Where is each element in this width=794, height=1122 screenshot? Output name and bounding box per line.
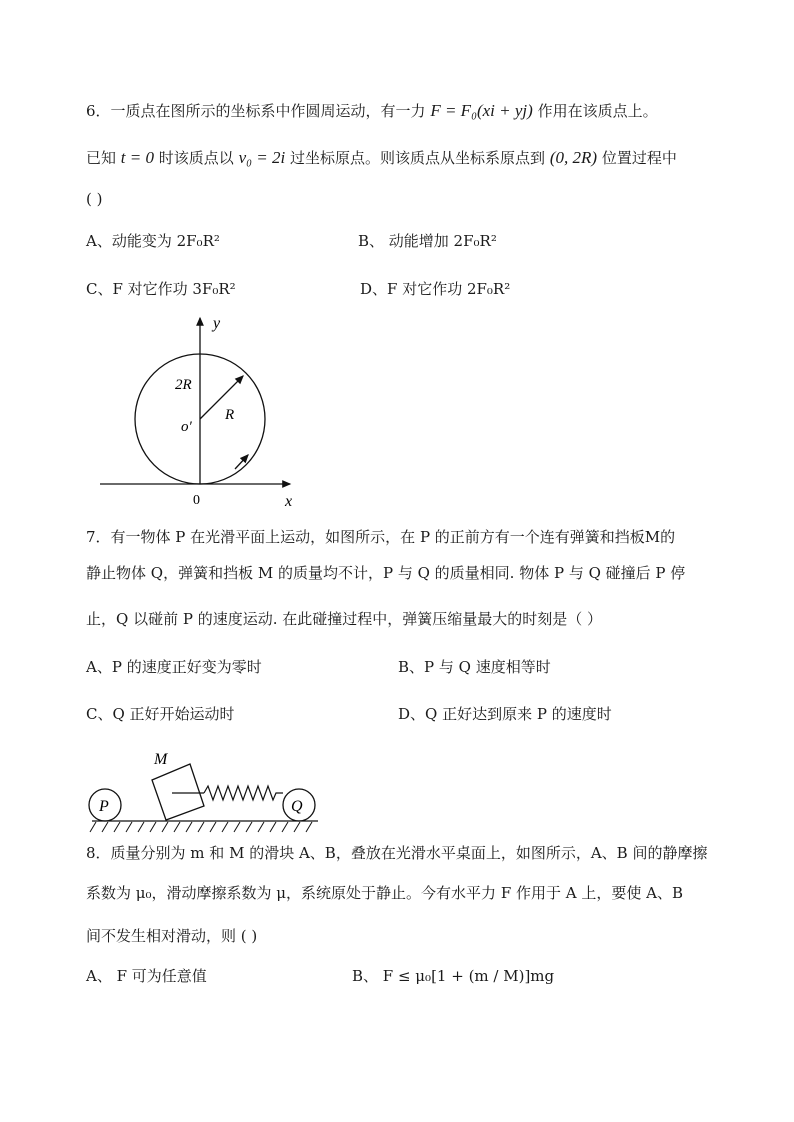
ball-p-label: P: [99, 798, 109, 815]
q7-line3: 止，Q 以碰前 P 的速度运动. 在此碰撞过程中，弹簧压缩量最大的时刻是（ ）: [86, 610, 603, 628]
ball-q-label: Q: [291, 798, 303, 815]
q6-force-formula: F = F₀(xi + yj): [430, 101, 533, 120]
spring: [204, 786, 283, 800]
q6-answer-blank: ( ): [86, 190, 103, 208]
q7-option-b: B、P 与 Q 速度相等时: [398, 658, 551, 676]
motion-direction-arrow: [235, 455, 248, 469]
q7-line2: 静止物体 Q，弹簧和挡板 M 的质量均不计，P 与 Q 的质量相同. 物体 P 与 Q 碰撞后 P 停: [86, 564, 686, 582]
q6-line2: [86, 147, 677, 169]
q7-line1: 7．有一物体 P 在光滑平面上运动，如图所示，在 P 的正前方有一个连有弹簧和挡板M的: [86, 528, 676, 546]
q7-option-c: C、Q 正好开始运动时: [86, 705, 235, 723]
q7-option-d: D、Q 正好达到原来 P 的速度时: [398, 705, 612, 723]
q6-option-c: C、F 对它作功 3F₀R²: [86, 280, 236, 298]
x-axis-label: x: [285, 493, 293, 510]
q6-line2-text-b: 时该质点以: [158, 149, 234, 167]
q6-velocity-expr: v₀ = 2i: [238, 148, 286, 167]
q6-position-expr: (0, 2R): [549, 148, 598, 167]
q7-option-a: A、P 的速度正好变为零时: [86, 658, 262, 676]
label-r: R: [225, 407, 235, 423]
plate-m-label: M: [154, 751, 168, 768]
q8-option-a: A、 F 可为任意值: [86, 967, 207, 985]
q6-option-d: D、F 对它作功 2F₀R²: [360, 280, 511, 298]
q8-line3: 间不发生相对滑动，则 ( ): [86, 927, 258, 945]
q6-option-a: A、动能变为 2F₀R²: [86, 232, 220, 250]
q6-line2-text-a: 已知: [86, 149, 117, 167]
label-origin: 0: [193, 493, 200, 508]
y-axis-label: y: [213, 315, 221, 332]
q6-option-b: B、 动能增加 2F₀R²: [358, 232, 497, 250]
q6-line1-text: 6．一质点在图所示的坐标系中作圆周运动，有一力: [86, 102, 426, 120]
q8-option-b: B、 F ≤ μ₀[1 + (m / M)]mg: [352, 967, 555, 985]
q8-line1: 8．质量分别为 m 和 M 的滑块 A、B，叠放在光滑水平桌面上，如图所示，A、B 间的静摩擦: [86, 844, 708, 862]
ground-hatching: [90, 822, 312, 832]
label-2r: 2R: [175, 377, 192, 393]
q6-time-expr: t = 0: [120, 148, 154, 167]
q8-line2: 系数为 μ₀，滑动摩擦系数为 μ，系统原处于静止。今有水平力 F 作用于 A 上，要使 A、B: [86, 884, 683, 902]
label-center: o′: [181, 419, 192, 435]
q6-line2-text-c: 过坐标原点。则该质点从坐标系原点到: [290, 149, 546, 167]
radius-arrow: [200, 376, 243, 419]
q7-spring-diagram: [86, 744, 326, 834]
q6-line2-text-d: 位置过程中: [601, 149, 677, 167]
q6-circle-diagram: [95, 312, 325, 512]
q6-line1-end: 作用在该质点上。: [537, 102, 658, 120]
q6-line1: [86, 100, 658, 122]
plate-m: [152, 764, 204, 820]
